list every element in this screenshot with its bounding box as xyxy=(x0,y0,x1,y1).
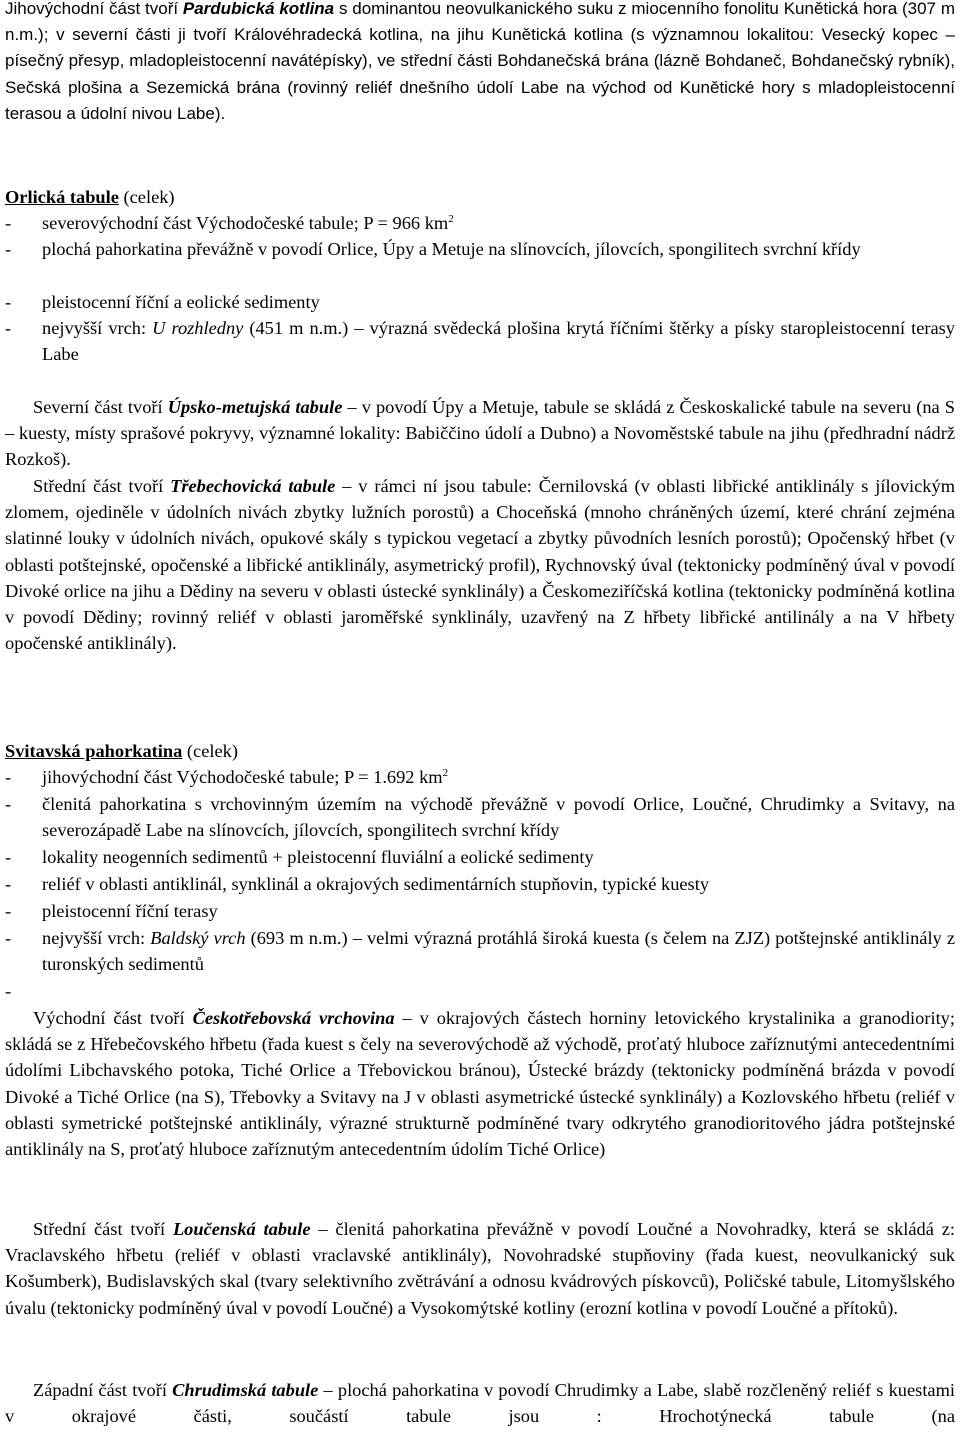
para4-body: – v okrajových částech horniny letovického krystalinika a granodiority; skládá se z Hřebečovského hřbetu (řada kuest s čely na severovýchodě až východě, proťatý hluboce zaříznutými antecedentními údolími Libchavského potoka, Tiché Orlice a Třebovickou bránou), Ústecké brázdy (tektonicky podmíněná brázda v povodí Divoké a Tiché Orlice (na S), Třebovky a Svitavy na J v oblasti asymetrické ústecké synklinály) a Kozlovského hřbetu (reliéf v oblasti symetrické potštejnské antiklinály, výrazné strukturně podmíněné tvary odkrytého granodioritového jádra potštejnské antiklinály na S, proťatý hluboce zaříznutým antecedentním údolím Tiché Orlice) xyxy=(5,1008,955,1160)
para4-lead: Východní část tvoří xyxy=(33,1008,193,1028)
list-item-text: členitá pahorkatina s vrchovinným územím na východě převážně v povodí Orlice, Loučné, Chrudimky a Svitavy, na severozápadě Labe na slínovcích, jílovcích, spongilitech svrchní křídy xyxy=(42,794,955,841)
bullet-dash: - xyxy=(5,239,12,259)
list-item-text: pleistocenní říční terasy xyxy=(42,901,218,921)
para5-lead: Střední část tvoří xyxy=(33,1219,173,1239)
list-item xyxy=(5,844,955,870)
para1-lead: Jihovýchodní část tvoří xyxy=(5,0,183,18)
paragraph-ceskotrebovska xyxy=(5,1005,955,1162)
superscript: 2 xyxy=(442,766,449,779)
para6-lead: Západní část tvoří xyxy=(33,1380,173,1400)
bullet-dash: - xyxy=(5,874,12,894)
para1-term: Pardubická kotlina xyxy=(182,0,335,18)
bullet-dash: - xyxy=(5,767,12,787)
para5-body: – členitá pahorkatina převážně v povodí Loučné a Novohradky, která se skládá z: Vraclavského hřbetu (reliéf v oblasti vraclavské antiklinály), Novohradské stupňoviny (řada kuest, neovulkanický suk Košumberk), Budislavských skal (tvary selektivního zvětrávání a odnosu kvádrových pískovců), Poličské tabule, Litomyšlského úvalu (tektonicky podmíněný úval v povodí Loučné) a Vysokomýtské kotliny (erozní kotlina v povodí Loučné a přítoků). xyxy=(5,1219,955,1318)
para4-term: Českotřebovská vrchovina xyxy=(192,1008,395,1028)
paragraph-loucenska xyxy=(5,1216,955,1321)
paragraph-pardubicka xyxy=(5,0,955,127)
list-item-text: reliéf v oblasti antiklinál, synklinál a okrajových sedimentárních stupňovin, typické kuesty xyxy=(42,874,710,894)
heading-title: Orlická tabule xyxy=(5,187,119,207)
bullet-dash: - xyxy=(5,292,12,312)
list-item xyxy=(5,210,955,236)
list-item xyxy=(5,764,955,790)
list-item-text: pleistocenní říční a eolické sedimenty xyxy=(42,292,320,312)
paragraph-upsko-metujska xyxy=(5,394,955,473)
para3-term: Třebechovická tabule xyxy=(170,476,336,496)
heading-suffix: (celek) xyxy=(118,187,175,207)
list-item-italic: Baldský vrch xyxy=(150,928,246,948)
list-item-text: nejvyšší vrch: xyxy=(42,318,153,338)
superscript: 2 xyxy=(448,212,454,225)
list-item xyxy=(5,925,955,977)
list-item xyxy=(5,871,955,897)
bullet-dash: - xyxy=(5,901,12,921)
para3-body: – v rámci ní jsou tabule: Černilovská (v oblasti libřické antiklinály s jílovickým zlomem, ojediněle v údolních nivách zbytky lužních porostů) a Choceňská (mnoho chráněných území, které chrání zejména slatinné louky v údolních nivách, opukové skály s typickou vegetací a zbytky původních lesních porostů); Opočenský hřbet (v oblasti potštejnské, opočenské a libřické antiklinály, asymetrický profil), Rychnovský úval (tektonicky podmíněný úval v povodí Divoké orlice na jihu a Dědiny na severu v oblasti ústecké synklinály) a Českomeziříčská kotlina (tektonicky podmíněná kotlina v povodí Dědiny; rovinný reliéf v oblasti jaroměřské synklinály, uzavřený na Z hřbety libřické antilinály a na V hřbety opočenské antiklinály). xyxy=(5,476,955,654)
para6-body: – plochá pahorkatina v povodí Chrudimky a Labe, slabě rozčleněný reliéf s kuestami v okrajové části, součástí tabule jsou : Hrochotýnecká tabule (na xyxy=(5,1380,956,1427)
list-item-text: (451 m n.m.) – výrazná svědecká plošina krytá říčními štěrky a písky staropleistocenní terasy Labe xyxy=(42,318,956,365)
para3-lead: Střední část tvoří xyxy=(33,476,171,496)
bullet-dash: - xyxy=(5,981,12,1001)
bullet-dash: - xyxy=(5,213,12,233)
para2-term: Úpsko-metujská tabule xyxy=(167,397,343,417)
heading-svitavska-pahorkatina xyxy=(5,738,238,764)
bullet-dash: - xyxy=(5,928,12,948)
list-item-text: nejvyšší vrch: xyxy=(42,928,151,948)
heading-suffix: (celek) xyxy=(182,741,238,761)
para2-lead: Severní část tvoří xyxy=(33,397,168,417)
heading-title: Svitavská pahorkatina xyxy=(5,741,183,761)
para6-term: Chrudimská tabule xyxy=(172,1380,319,1400)
list-item xyxy=(5,315,955,367)
heading-orlicka-tabule xyxy=(5,184,175,210)
list-item xyxy=(5,236,955,262)
list-item xyxy=(5,289,955,315)
list-item-text: (693 m n.m.) – velmi výrazná protáhlá široká kuesta (s čelem na ZJZ) potštejnské antiklinály z turonských sedimentů xyxy=(42,928,955,975)
bullet-dash: - xyxy=(5,847,12,867)
list-item-text: plochá pahorkatina převážně v povodí Orlice, Úpy a Metuje na slínovcích, jílovcích, spongilitech svrchní křídy xyxy=(42,239,861,259)
para5-term: Loučenská tabule xyxy=(172,1219,311,1239)
list-item-text: jihovýchodní část Východočeské tabule; P = 1.692 km xyxy=(42,767,443,787)
para2-body: – v povodí Úpy a Metuje, tabule se skládá z Českoskalické tabule na severu (na S – kuesty, místy sprašové pokryvy, významné lokality: Babiččino údolí a Dubno) a Novoměstské tabule na jihu (předhradní nádrž Rozkoš). xyxy=(5,397,956,470)
bullet-dash: - xyxy=(5,794,12,814)
paragraph-chrudimska xyxy=(5,1377,955,1429)
list-item-text: lokality neogenních sedimentů + pleistocenní fluviální a eolické sedimenty xyxy=(42,847,594,867)
bullet-dash: - xyxy=(5,318,12,338)
list-item xyxy=(5,791,955,843)
list-item-text: severovýchodní část Východočeské tabule; P = 966 km xyxy=(42,213,449,233)
paragraph-trebechovicka xyxy=(5,473,955,656)
para1-body: s dominantou neovulkanického suku z miocenního fonolitu Kunětická hora (307 m n.m.); v severní části ji tvoří Královéhradecká kotlina, na jihu Kunětická kotlina (s významnou lokalitou: Vesecký kopec – písečný přesyp, mladopleistocenní navátépísky), ve střední části Bohdanečská brána (lázně Bohdaneč, Bohdanečský rybník), Sečská plošina a Sezemická brána (rovinný reliéf dnešního údolí Labe na východ od Kunětické hory s mladopleistocenní terasou a údolní nivou Labe). xyxy=(5,0,955,123)
list-item-italic: U rozhledny xyxy=(152,318,244,338)
list-item xyxy=(5,898,955,924)
